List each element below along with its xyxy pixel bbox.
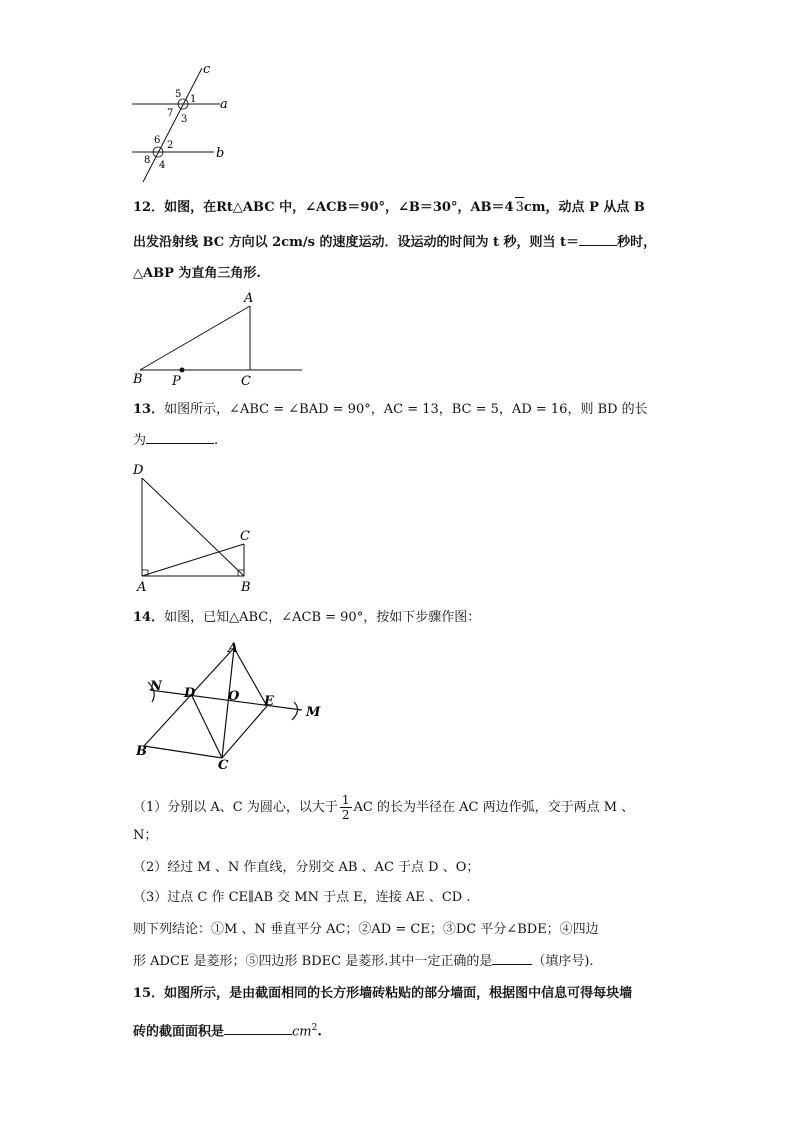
label-C: C xyxy=(241,374,251,388)
figure-parallel-lines xyxy=(128,60,238,185)
label-c: c xyxy=(203,62,211,77)
answer-blank-q12[interactable] xyxy=(579,232,617,246)
q13-line2: 为 . xyxy=(133,430,218,451)
q12-line3: △ABP 为直角三角形. xyxy=(133,266,261,281)
q15-line1: 15．如图所示，是由截面相同的长方形墙砖粘贴的部分墙面，根据图中信息可得每块墙 xyxy=(133,986,633,1001)
q14-conclusion1: 则下列结论：①M 、N 垂直平分 AC；②AD = CE；③DC 平分∠BDE；④四边 xyxy=(133,922,599,937)
label-M: M xyxy=(306,705,321,720)
label-b: b xyxy=(216,146,225,161)
figure-q13 xyxy=(128,460,263,595)
q15-number: 15． xyxy=(133,986,165,1001)
label-O: O xyxy=(228,689,240,704)
q14-line1: 14．如图，已知△ABC，∠ACB = 90°，按如下步骤作图： xyxy=(133,610,481,625)
answer-blank-q14[interactable] xyxy=(492,951,532,965)
q14-step2: （2）经过 M 、N 作直线，分别交 AB 、AC 于点 D 、O； xyxy=(133,860,480,875)
figure-q12-triangle xyxy=(128,288,308,388)
q14-number: 14． xyxy=(133,610,165,625)
label-A: A xyxy=(228,641,239,656)
label-C: C xyxy=(218,758,229,773)
figure-q14-rhombus xyxy=(130,636,330,774)
q12-number: 12． xyxy=(133,200,165,215)
label-5: 5 xyxy=(175,89,182,100)
label-A: A xyxy=(244,291,254,306)
sqrt-symbol: 3 xyxy=(515,197,524,218)
label-E: E xyxy=(264,694,274,709)
label-1: 1 xyxy=(190,94,197,105)
q13-line1: 13．如图所示，∠ABC = ∠BAD = 90°，AC = 13，BC = 5，AD = 16，则 BD 的长 xyxy=(133,402,648,417)
label-7: 7 xyxy=(167,108,174,119)
label-6: 6 xyxy=(154,135,161,146)
answer-blank-q15[interactable] xyxy=(224,1021,292,1035)
label-P: P xyxy=(172,374,181,388)
q12-line1: 12．如图，在Rt△ABC 中，∠ACB＝90°，∠B＝30°，AB＝4 3cm，动点 P 从点 B xyxy=(133,197,645,218)
label-a: a xyxy=(220,97,228,112)
q14-step1: （1）分别以 A、C 为圆心，以大于 $\frac{1}{2}$ AC 的长为半径在 AC 两边作弧，交于两点 M 、 xyxy=(133,793,635,822)
label-D: D xyxy=(184,686,196,701)
fraction-half: $\frac{1}{2}$ xyxy=(341,793,350,822)
q12-line2: 出发沿射线 BC 方向以 2cm/s 的速度运动．设运动的时间为 t 秒，则当 t＝ 秒时， xyxy=(133,232,656,253)
label-B: B xyxy=(133,372,143,387)
label-2: 2 xyxy=(167,140,174,151)
label-3: 3 xyxy=(181,114,188,125)
q15-line2: 砖的截面面积是 $cm^2$. xyxy=(133,1023,322,1040)
label-A: A xyxy=(137,580,147,595)
q14-step1-cont: N； xyxy=(133,828,158,843)
label-C: C xyxy=(240,529,250,544)
q14-conclusion2: 形 ADCE 是菱形；⑤四边形 BDEC 是菱形.其中一定正确的是 （填序号). xyxy=(133,951,594,972)
answer-blank-q13[interactable] xyxy=(146,430,214,444)
label-B: B xyxy=(241,580,251,595)
label-4: 4 xyxy=(159,160,166,171)
label-B: B xyxy=(136,744,147,759)
q13-number: 13． xyxy=(133,402,165,417)
q14-step3: （3）过点 C 作 CE∥AB 交 MN 于点 E，连接 AE 、CD . xyxy=(133,890,471,905)
label-N: N xyxy=(150,679,162,694)
label-8: 8 xyxy=(144,155,151,166)
label-D: D xyxy=(133,463,144,478)
